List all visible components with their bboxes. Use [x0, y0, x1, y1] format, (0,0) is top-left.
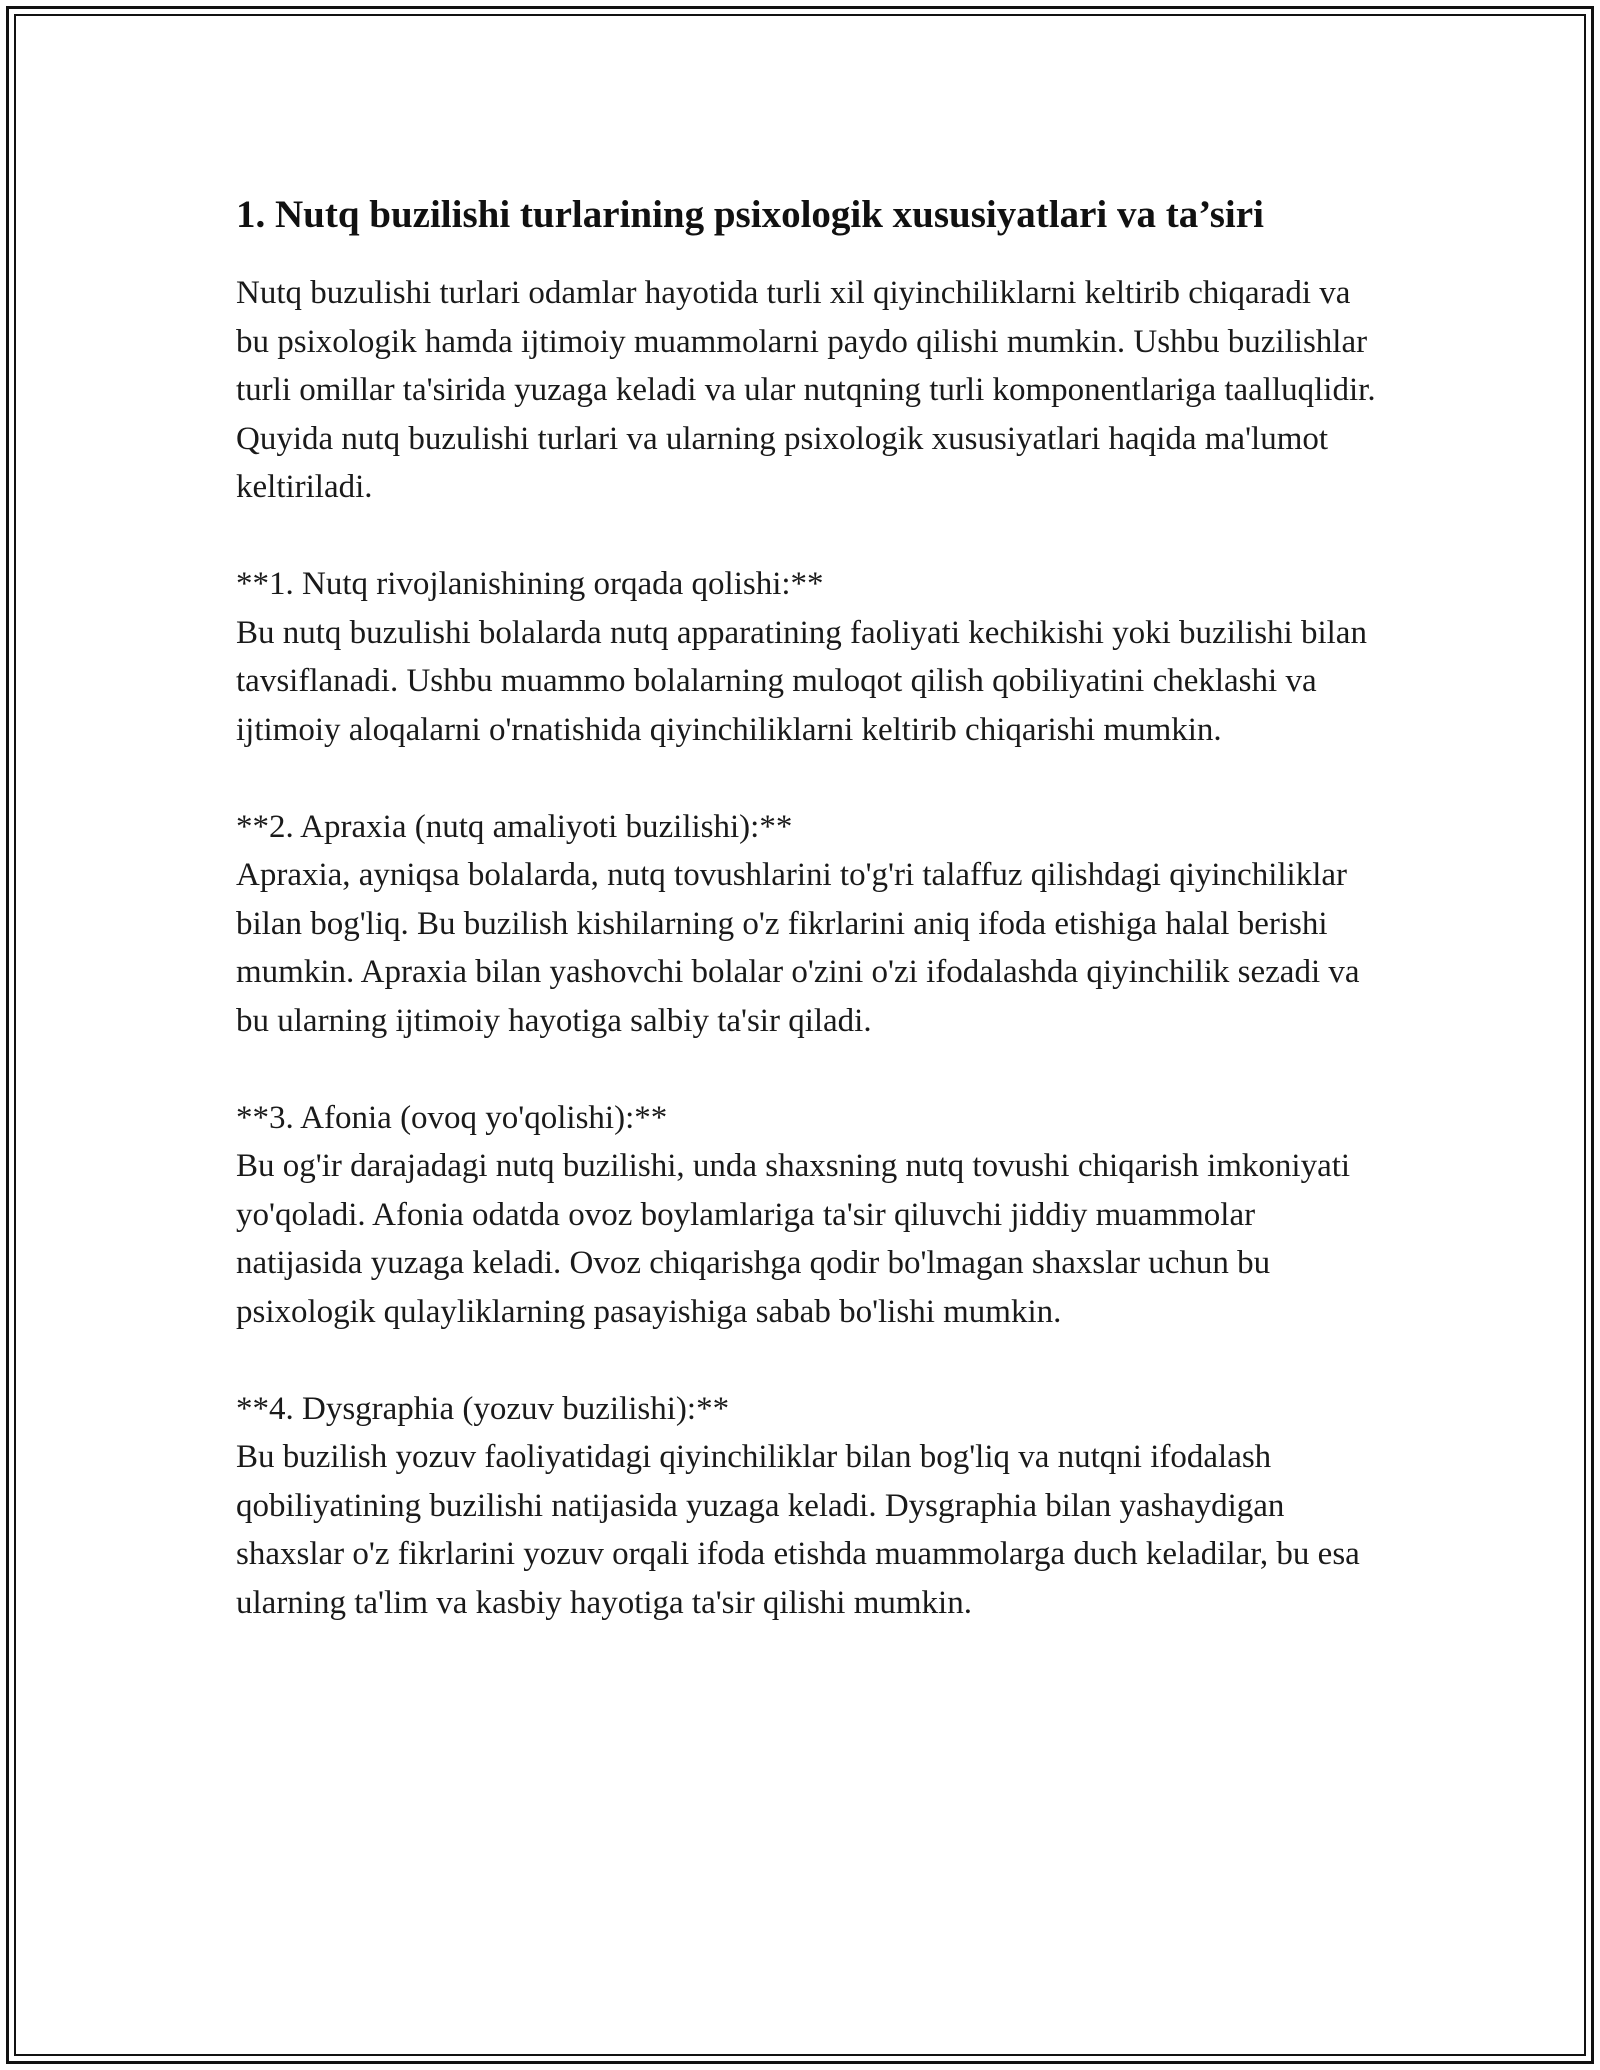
- section-spacer: [236, 512, 1376, 561]
- section-spacer: [236, 1045, 1376, 1094]
- section-2: [236, 803, 1376, 1046]
- section-1-body: Bu nutq buzulishi bolalarda nutq apparatining faoliyati kechikishi yoki buzilishi bilan tavsiflanadi. Ushbu muammo bolalarning muloqot qilish qobiliyatini cheklashi va ijtimoiy aloqalarni o'rnatishida qiyinchiliklarni keltirib chiqarishi mumkin.: [236, 614, 1376, 748]
- document-title: 1. Nutq buzilishi turlarining psixologik xususiyatlari va ta’siri: [236, 193, 1264, 236]
- section-2-body: Apraxia, ayniqsa bolalarda, nutq tovushlarini to'g'ri talaffuz qilishdagi qiyinchiliklar bilan bog'liq. Bu buzilish kishilarning o'z fikrlarini aniq ifoda etishiga halal berishi mumkin. Apraxia bilan yashovchi bolalar o'zini o'zi ifodalashda qiyinchilik sezadi va bu ularning ijtimoiy hayotiga salbiy ta'sir qiladi.: [236, 857, 1368, 1039]
- section-4-body: Bu buzilish yozuv faoliyatidagi qiyinchiliklar bilan bog'liq va nutqni ifodalash qobiliyatining buzilishi natijasida yuzaga keladi. Dysgraphia bilan yashaydigan shaxslar o'z fikrlarini yozuv orqali ifoda etishda muammolarga duch keladilar, bu esa ularning ta'lim va kasbiy hayotiga ta'sir qilishi mumkin.: [236, 1439, 1369, 1621]
- section-1-heading: **1. Nutq rivojlanishining orqada qolishi:**: [236, 566, 824, 602]
- document-page: [236, 185, 1384, 1627]
- section-3: [236, 1094, 1376, 1337]
- section-spacer: [236, 754, 1376, 803]
- section-spacer: [236, 1336, 1376, 1385]
- section-3-heading: **3. Afonia (ovoq yo'qolishi):**: [236, 1099, 668, 1136]
- section-4-heading: **4. Dysgraphia (yozuv buzilishi):**: [236, 1390, 730, 1427]
- section-4: [236, 1385, 1376, 1628]
- section-1: [236, 560, 1376, 754]
- intro-paragraph: Nutq buzulishi turlari odamlar hayotida turli xil qiyinchiliklarni keltirib chiqaradi va bu psixologik hamda ijtimoiy muammolarni paydo qilishi mumkin. Ushbu buzilishlar turli omillar ta'sirida yuzaga keladi va ular nutqning turli komponentlariga taalluqlidir. Quyida nutq buzulishi turlari va ularning psixologik xususiyatlari haqida ma'lumot keltiriladi.: [236, 275, 1384, 505]
- section-2-heading: **2. Apraxia (nutq amaliyoti buzilishi):**: [236, 808, 793, 845]
- section-3-body: Bu og'ir darajadagi nutq buzilishi, unda shaxsning nutq tovushi chiqarish imkoniyati yo'qoladi. Afonia odatda ovoz boylamlariga ta'sir qiluvchi jiddiy muammolar natijasida yuzaga keladi. Ovoz chiqarishga qodir bo'lmagan shaxslar uchun bu psixologik qulayliklarning pasayishiga sabab bo'lishi mumkin.: [236, 1148, 1359, 1330]
